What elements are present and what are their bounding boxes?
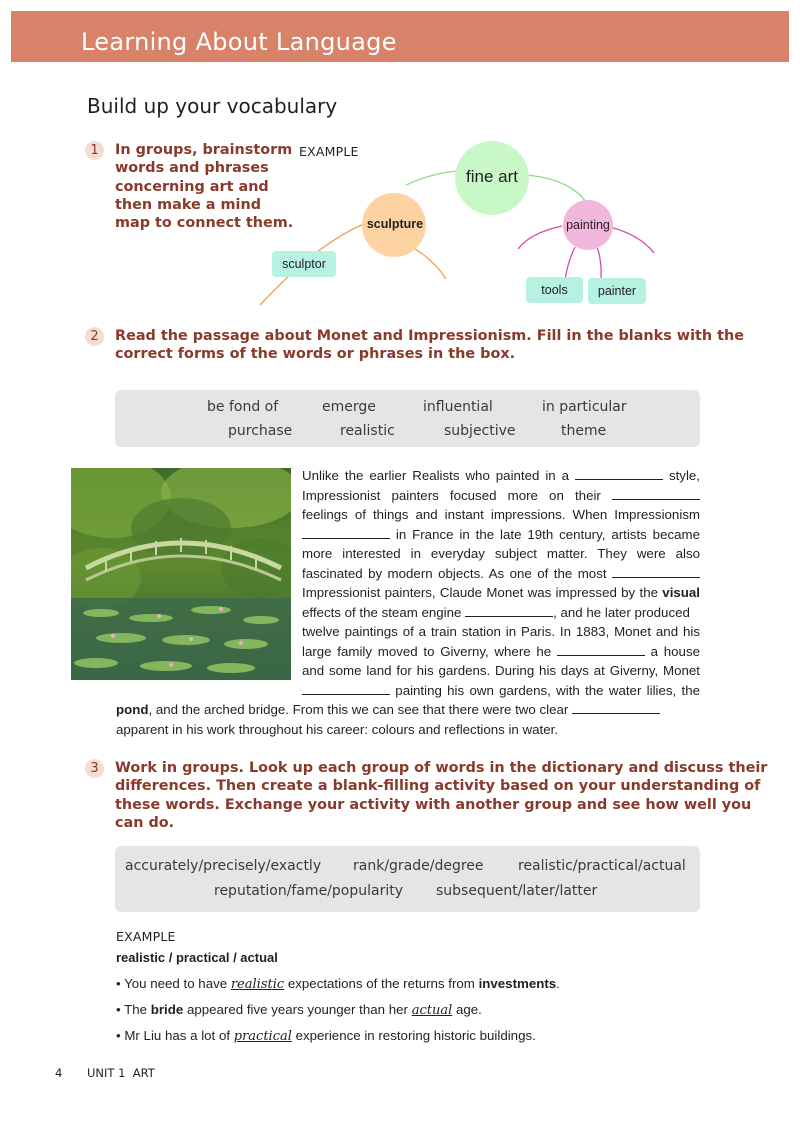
- word-box-item: theme: [561, 423, 607, 439]
- task-1-line: concerning art and: [115, 178, 269, 195]
- section-title: Build up your vocabulary: [87, 94, 338, 118]
- task-3-example-label: EXAMPLE: [116, 929, 176, 944]
- task-3-instructions: [115, 759, 767, 832]
- word-box-item: realistic: [340, 423, 395, 439]
- passage-line: apparent in his work throughout his career: colours and reflections in water.: [116, 722, 558, 737]
- passage-line: painting his own gardens, with the water lilies, the: [302, 681, 700, 701]
- mind-map-painting-label: painting: [566, 218, 610, 232]
- passage-line: pond, and the arched bridge. From this we can see that there were two clear: [116, 700, 660, 720]
- word-box: [115, 390, 700, 447]
- blank: [465, 605, 553, 617]
- blank: [572, 702, 660, 714]
- word-box-item: emerge: [322, 399, 376, 415]
- passage-line: more interested in everyday subject matter. They were also: [302, 546, 700, 561]
- page-header-title: Learning About Language: [81, 28, 397, 56]
- example-sentence: • You need to have realistic expectations of the returns from investments.: [116, 976, 560, 992]
- task-3-number: 3: [85, 759, 104, 778]
- mind-map-tools-box: tools: [526, 277, 583, 303]
- blank: [302, 527, 390, 539]
- word-box-item: be fond of: [207, 399, 279, 415]
- task-2-number: 2: [85, 327, 104, 346]
- word-box-item: in particular: [542, 399, 627, 415]
- word-group-item: subsequent/later/latter: [436, 883, 598, 899]
- monet-painting-image: [71, 468, 291, 680]
- task-1-example-label: EXAMPLE: [299, 144, 359, 159]
- handwritten-answer: realistic: [230, 977, 285, 992]
- word-group-item: accurately/precisely/exactly: [125, 858, 322, 874]
- task-2-instructions: [115, 327, 744, 364]
- passage-line: Impressionist painters focused more on their: [302, 486, 700, 506]
- task-3-line: can do.: [115, 814, 175, 831]
- mind-map-sculptor-box: sculptor: [272, 251, 336, 277]
- passage-line: feelings of things and instant impressions. When Impressionism: [302, 507, 700, 522]
- passage-line: fascinated by modern objects. As one of the most: [302, 564, 700, 584]
- blank: [302, 683, 390, 695]
- task-3-line: these words. Exchange your activity with another group and see how well you: [115, 796, 752, 813]
- task-1-line: map to connect them.: [115, 215, 294, 232]
- word-box-item: subjective: [444, 423, 516, 439]
- example-heading: realistic / practical / actual: [116, 950, 278, 965]
- example-sentence: • The bride appeared five years younger than her actual age.: [116, 1002, 482, 1018]
- handwritten-answer: practical: [233, 1029, 292, 1044]
- word-group-item: realistic/practical/actual: [518, 858, 686, 874]
- task-1-line: In groups, brainstorm: [115, 142, 293, 158]
- task-1-line: words and phrases: [115, 160, 269, 177]
- word-box-item: purchase: [228, 423, 293, 439]
- task-1-number: 1: [85, 141, 104, 160]
- mind-map-link: [406, 171, 458, 185]
- blank: [612, 488, 700, 500]
- passage-line: effects of the steam engine , and he later produced: [302, 605, 690, 620]
- task-3-line: differences. Then create a blank-filling activity based on your understanding of: [115, 778, 761, 795]
- page-number: 4: [55, 1066, 63, 1080]
- handwritten-answer: actual: [411, 1003, 453, 1018]
- task-2-line: Read the passage about Monet and Impressionism. Fill in the blanks with the: [115, 328, 745, 344]
- passage-line: Unlike the earlier Realists who painted in a style,: [302, 468, 700, 483]
- mind-map-painter-box: painter: [588, 278, 646, 304]
- passage-line: Impressionist painters, Claude Monet was impressed by the visual: [302, 585, 700, 600]
- word-group-item: reputation/fame/popularity: [214, 883, 403, 899]
- mind-map-link: [565, 247, 575, 280]
- passage-line: in France in the late 19th century, artists became: [302, 525, 700, 545]
- word-groups-box: [115, 846, 700, 912]
- blank: [557, 644, 645, 656]
- word-box-item: influential: [423, 399, 493, 415]
- word-group-item: rank/grade/degree: [353, 858, 484, 874]
- mind-map-sculpture-label: sculpture: [366, 217, 424, 231]
- blank: [575, 468, 663, 480]
- passage-line: and some land for his gardens. During his days at Giverny, Monet: [302, 663, 700, 678]
- task-2-line: correct forms of the words or phrases in the box.: [115, 346, 516, 363]
- mind-map-link: [597, 247, 601, 280]
- footer-unit-label: UNIT 1 ART: [87, 1066, 155, 1080]
- task-3-line: Work in groups. Look up each group of words in the dictionary and discuss their: [115, 760, 768, 776]
- mind-map-link: [526, 175, 588, 205]
- header-banner: [11, 11, 789, 62]
- mind-map-center-label: fine art: [466, 167, 518, 186]
- task-1-line: then make a mind: [115, 196, 261, 213]
- passage-line: large family moved to Giverny, where he a house: [302, 644, 700, 659]
- example-sentence: • Mr Liu has a lot of practical experience in restoring historic buildings.: [116, 1028, 536, 1044]
- passage-line: twelve paintings of a train station in Paris. In 1883, Monet and his: [302, 624, 700, 639]
- blank: [612, 566, 700, 578]
